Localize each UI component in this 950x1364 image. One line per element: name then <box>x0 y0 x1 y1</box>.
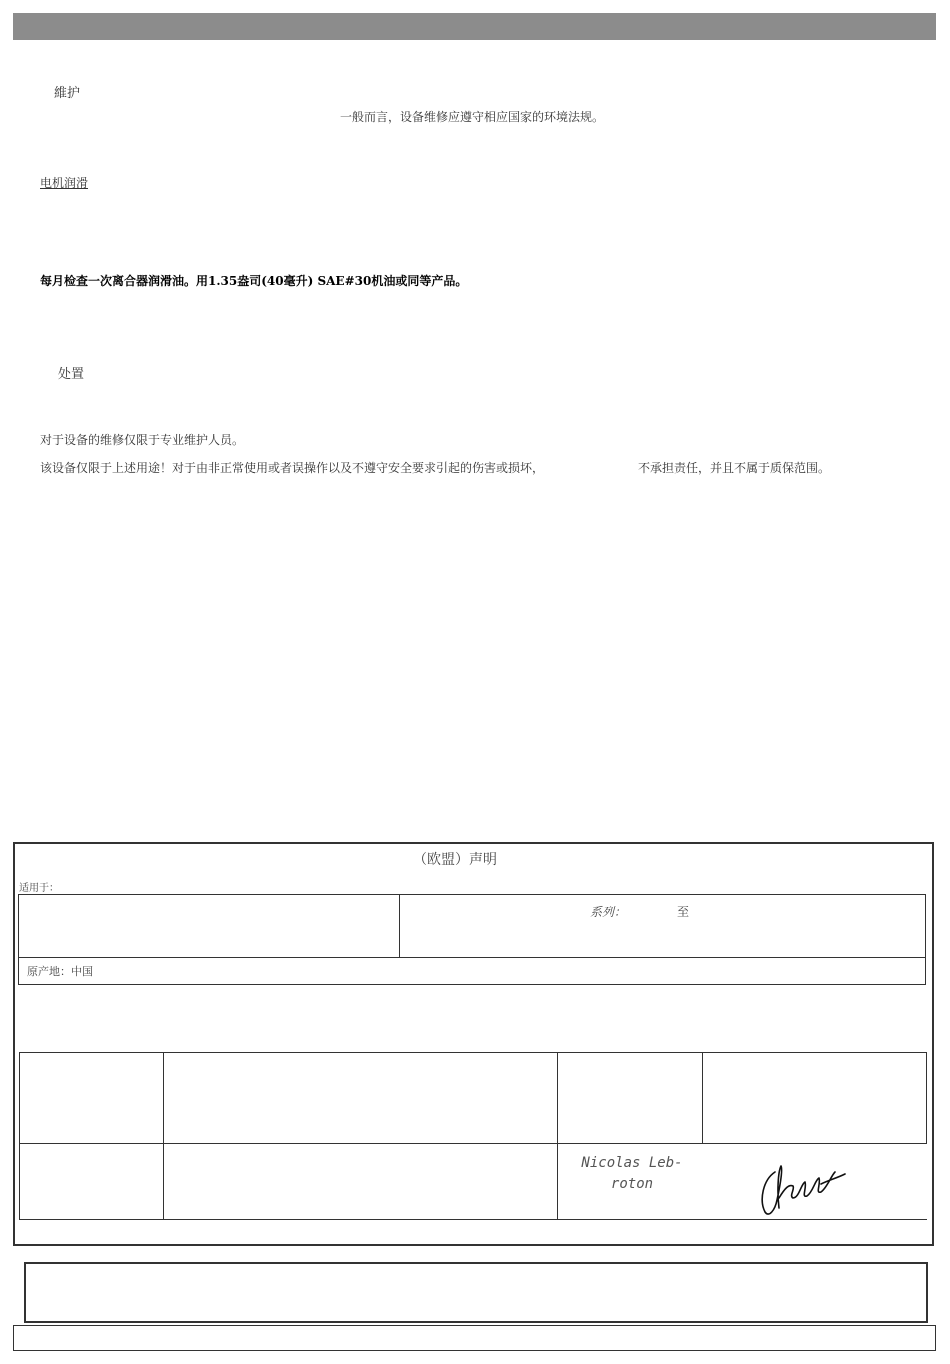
lubrication-link[interactable]: 电机润滑 <box>40 176 89 190</box>
divider <box>19 1052 20 1220</box>
divider <box>19 1143 927 1144</box>
applies-label: 适用于： <box>19 883 59 894</box>
bottom-strip <box>13 1325 936 1351</box>
origin-label: 原产地：中国 <box>27 965 93 978</box>
disposal-line-1: 对于设备的维修仅限于专业维护人员。 <box>40 433 245 447</box>
footer-box <box>24 1262 928 1323</box>
divider <box>18 957 926 958</box>
declaration-title: （欧盟）声明 <box>413 852 497 868</box>
header-bar <box>13 13 936 40</box>
lubrication-note: 每月检查一次离合器润滑油。用1.35盎司(40毫升) SAE#30机油或同等产品。 <box>40 274 468 288</box>
divider <box>19 1052 927 1053</box>
series-label: 系列： <box>590 905 627 919</box>
signer-name: Nicolas Leb- roton <box>581 1155 683 1192</box>
divider <box>399 894 400 957</box>
disposal-line-2a: 该设备仅限于上述用途！对于由非正常使用或者误操作以及不遵守安全要求引起的伤害或损坏， <box>40 461 545 475</box>
divider <box>702 1052 703 1144</box>
disposal-heading: 处置 <box>58 367 85 382</box>
maintenance-intro: 一般而言，设备维修应遵守相应国家的环境法规。 <box>340 110 605 124</box>
divider <box>557 1052 558 1220</box>
product-info-table <box>18 894 926 985</box>
maintenance-heading: 維护 <box>54 86 81 101</box>
divider <box>163 1052 164 1220</box>
signature <box>755 1158 850 1220</box>
series-to-label: 至 <box>677 905 690 919</box>
divider <box>926 1052 927 1144</box>
disposal-line-2b: 不承担责任，并且不属于质保范围。 <box>638 461 831 475</box>
